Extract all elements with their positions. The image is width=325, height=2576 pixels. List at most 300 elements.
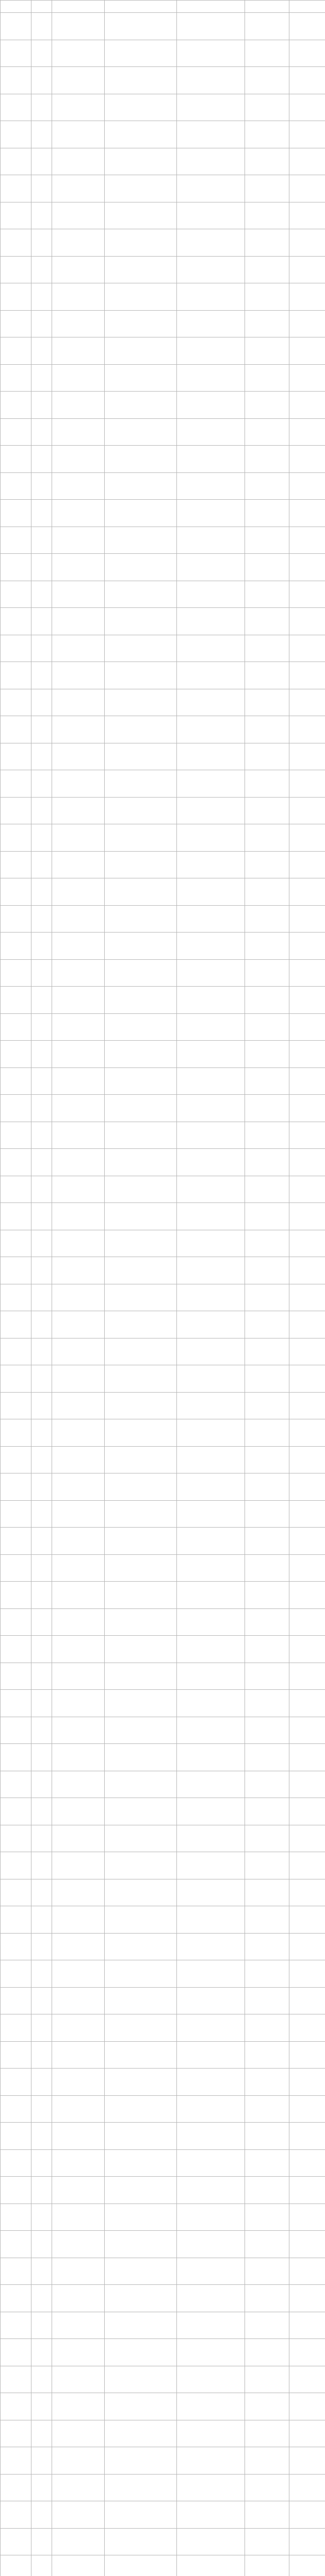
table-cell	[52, 2393, 105, 2420]
table-cell	[52, 2258, 105, 2285]
table-cell	[52, 1690, 105, 1717]
table-cell	[245, 40, 289, 67]
table-row	[1, 1717, 325, 1744]
table-cell	[245, 1987, 289, 2014]
table-cell	[105, 1582, 177, 1609]
table-cell	[245, 554, 289, 581]
table-cell	[245, 851, 289, 878]
table-cell	[105, 1771, 177, 1798]
table-cell	[31, 2069, 52, 2096]
table-cell	[177, 743, 245, 770]
table-cell	[31, 472, 52, 500]
table-cell	[105, 797, 177, 824]
table-cell	[52, 2069, 105, 2096]
table-row	[1, 1338, 325, 1365]
table-cell	[105, 2285, 177, 2312]
table-cell	[289, 1338, 325, 1365]
table-cell	[177, 40, 245, 67]
table-cell	[1, 824, 31, 852]
table-cell	[177, 392, 245, 419]
table-cell	[52, 1960, 105, 1988]
table-cell	[1, 1013, 31, 1041]
table-cell	[1, 1122, 31, 1149]
table-cell	[289, 851, 325, 878]
table-cell	[105, 1095, 177, 1122]
table-cell	[1, 2393, 31, 2420]
table-cell	[289, 148, 325, 175]
table-cell	[1, 392, 31, 419]
table-row	[1, 1013, 325, 1041]
table-cell	[105, 2528, 177, 2555]
table-cell	[105, 229, 177, 257]
table-cell	[31, 2528, 52, 2555]
table-cell	[105, 2474, 177, 2501]
table-cell	[52, 364, 105, 392]
table-cell	[1, 1365, 31, 1393]
table-cell	[1, 2123, 31, 2150]
table-cell	[31, 662, 52, 689]
table-cell	[1, 2447, 31, 2475]
table-cell	[1, 1582, 31, 1609]
table-cell	[31, 1987, 52, 2014]
table-cell	[1, 2069, 31, 2096]
table-cell	[105, 337, 177, 365]
table-cell	[1, 2528, 31, 2555]
table-cell	[289, 2312, 325, 2339]
table-row	[1, 2177, 325, 2204]
table-cell	[289, 1392, 325, 1419]
table-cell	[289, 2149, 325, 2177]
table-cell	[1, 1663, 31, 1690]
table-cell	[1, 797, 31, 824]
table-cell	[52, 256, 105, 283]
table-cell	[1, 1528, 31, 1555]
table-cell	[31, 1176, 52, 1203]
table-cell	[245, 1554, 289, 1582]
table-cell	[289, 1852, 325, 1879]
table-cell	[31, 2474, 52, 2501]
table-cell	[1, 1176, 31, 1203]
table-row	[1, 500, 325, 527]
table-cell	[105, 40, 177, 67]
table-cell	[31, 770, 52, 798]
table-cell	[52, 1041, 105, 1068]
table-cell	[31, 2149, 52, 2177]
table-cell	[105, 121, 177, 148]
table-cell	[177, 1203, 245, 1230]
table-row	[1, 283, 325, 311]
table-cell	[177, 2420, 245, 2447]
table-cell	[177, 1744, 245, 1771]
table-cell	[1, 2474, 31, 2501]
table-row	[1, 1473, 325, 1501]
table-cell	[31, 1933, 52, 1960]
table-cell	[1, 1149, 31, 1176]
table-cell	[245, 1176, 289, 1203]
table-cell	[177, 1906, 245, 1934]
table-cell	[31, 1122, 52, 1149]
table-cell	[52, 689, 105, 716]
table-cell	[52, 1284, 105, 1311]
table-cell	[245, 1095, 289, 1122]
table-cell	[289, 1500, 325, 1528]
table-cell	[52, 1663, 105, 1690]
table-cell	[52, 824, 105, 852]
table-cell	[245, 2041, 289, 2069]
table-cell	[31, 933, 52, 960]
table-cell	[105, 1230, 177, 1257]
table-cell	[1, 2339, 31, 2366]
table-cell	[105, 527, 177, 554]
table-cell	[52, 1311, 105, 1338]
table-cell	[289, 1095, 325, 1122]
table-cell	[289, 2501, 325, 2529]
table-cell	[52, 1149, 105, 1176]
table-cell	[177, 202, 245, 229]
table-cell	[177, 1608, 245, 1636]
table-cell	[289, 1122, 325, 1149]
table-cell	[177, 905, 245, 933]
table-cell	[1, 581, 31, 608]
table-cell	[52, 635, 105, 662]
table-cell	[289, 1013, 325, 1041]
table-cell	[52, 1825, 105, 1852]
table-cell	[245, 933, 289, 960]
table-cell	[289, 1419, 325, 1447]
table-cell	[1, 500, 31, 527]
table-cell	[52, 878, 105, 906]
column-header	[1, 1, 31, 13]
table-row	[1, 1663, 325, 1690]
table-cell	[52, 2501, 105, 2529]
table-row	[1, 2204, 325, 2231]
table-cell	[31, 337, 52, 365]
table-cell	[1, 94, 31, 121]
table-cell	[52, 2474, 105, 2501]
table-cell	[105, 418, 177, 446]
table-cell	[52, 67, 105, 94]
table-cell	[52, 40, 105, 67]
table-cell	[177, 2014, 245, 2042]
table-cell	[105, 554, 177, 581]
table-cell	[289, 1798, 325, 1825]
table-row	[1, 905, 325, 933]
table-cell	[1, 446, 31, 473]
table-cell	[289, 1041, 325, 1068]
table-row	[1, 1582, 325, 1609]
table-cell	[31, 310, 52, 337]
table-cell	[52, 1608, 105, 1636]
table-cell	[177, 824, 245, 852]
table-cell	[105, 1879, 177, 1906]
table-cell	[177, 1311, 245, 1338]
table-cell	[1, 1933, 31, 1960]
table-cell	[289, 1960, 325, 1988]
table-row	[1, 2393, 325, 2420]
table-cell	[105, 2393, 177, 2420]
table-row	[1, 202, 325, 229]
table-cell	[245, 13, 289, 40]
table-cell	[31, 1013, 52, 1041]
table-row	[1, 2285, 325, 2312]
table-cell	[52, 581, 105, 608]
table-cell	[105, 1257, 177, 1284]
table-cell	[289, 987, 325, 1014]
table-cell	[177, 1284, 245, 1311]
table-cell	[105, 446, 177, 473]
table-cell	[52, 1771, 105, 1798]
table-cell	[31, 1392, 52, 1419]
table-cell	[289, 310, 325, 337]
table-cell	[105, 959, 177, 987]
table-cell	[52, 1230, 105, 1257]
table-cell	[105, 1690, 177, 1717]
table-cell	[245, 2528, 289, 2555]
table-cell	[105, 2177, 177, 2204]
table-cell	[52, 2149, 105, 2177]
table-cell	[31, 121, 52, 148]
table-cell	[105, 662, 177, 689]
table-cell	[1, 2258, 31, 2285]
table-cell	[289, 283, 325, 311]
table-cell	[289, 67, 325, 94]
table-cell	[1, 1500, 31, 1528]
table-cell	[105, 770, 177, 798]
table-row	[1, 959, 325, 987]
table-row	[1, 337, 325, 365]
table-cell	[289, 2528, 325, 2555]
table-cell	[52, 2204, 105, 2231]
table-cell	[245, 1798, 289, 1825]
table-row	[1, 1528, 325, 1555]
table-cell	[177, 256, 245, 283]
table-row	[1, 2339, 325, 2366]
table-cell	[105, 2069, 177, 2096]
table-cell	[245, 2285, 289, 2312]
table-cell	[31, 689, 52, 716]
table-cell	[245, 1257, 289, 1284]
table-cell	[245, 1690, 289, 1717]
table-cell	[105, 1365, 177, 1393]
table-cell	[52, 905, 105, 933]
table-cell	[105, 2014, 177, 2042]
table-cell	[289, 797, 325, 824]
table-cell	[289, 1528, 325, 1555]
table-row	[1, 229, 325, 257]
table-cell	[177, 1041, 245, 1068]
table-cell	[177, 1230, 245, 1257]
table-cell	[177, 716, 245, 743]
table-cell	[1, 2231, 31, 2258]
table-cell	[31, 2420, 52, 2447]
table-cell	[177, 1690, 245, 1717]
table-cell	[1, 608, 31, 635]
table-cell	[31, 67, 52, 94]
table-cell	[245, 2501, 289, 2529]
table-cell	[52, 851, 105, 878]
table-cell	[245, 1636, 289, 1663]
table-cell	[105, 175, 177, 202]
table-cell	[1, 716, 31, 743]
table-cell	[31, 2014, 52, 2042]
table-cell	[105, 1663, 177, 1690]
table-cell	[52, 2339, 105, 2366]
table-cell	[245, 392, 289, 419]
table-cell	[105, 1311, 177, 1338]
table-cell	[177, 175, 245, 202]
table-cell	[245, 1960, 289, 1988]
table-cell	[177, 1500, 245, 1528]
table-cell	[1, 2285, 31, 2312]
table-row	[1, 878, 325, 906]
table-cell	[52, 987, 105, 1014]
table-cell	[105, 1717, 177, 1744]
table-cell	[177, 1446, 245, 1473]
table-cell	[289, 500, 325, 527]
table-cell	[245, 2258, 289, 2285]
table-row	[1, 1608, 325, 1636]
table-cell	[52, 770, 105, 798]
table-cell	[31, 1500, 52, 1528]
table-cell	[105, 1338, 177, 1365]
table-cell	[1, 2555, 31, 2576]
table-row	[1, 933, 325, 960]
table-cell	[245, 2231, 289, 2258]
table-cell	[289, 175, 325, 202]
table-cell	[245, 256, 289, 283]
table-row	[1, 40, 325, 67]
table-cell	[245, 2555, 289, 2576]
table-cell	[245, 2447, 289, 2475]
table-cell	[289, 905, 325, 933]
table-cell	[177, 959, 245, 987]
table-cell	[289, 13, 325, 40]
table-row	[1, 770, 325, 798]
table-cell	[245, 202, 289, 229]
table-cell	[52, 1176, 105, 1203]
table-row	[1, 256, 325, 283]
table-cell	[289, 662, 325, 689]
table-cell	[1, 2014, 31, 2042]
table-cell	[52, 1879, 105, 1906]
table-row	[1, 1311, 325, 1338]
table-cell	[105, 1608, 177, 1636]
table-cell	[1, 121, 31, 148]
table-cell	[1, 1906, 31, 1934]
table-cell	[1, 1446, 31, 1473]
table-row	[1, 2069, 325, 2096]
table-cell	[105, 392, 177, 419]
table-cell	[177, 608, 245, 635]
table-cell	[31, 2447, 52, 2475]
table-cell	[245, 2123, 289, 2150]
table-cell	[31, 1365, 52, 1393]
table-row	[1, 67, 325, 94]
table-cell	[31, 608, 52, 635]
table-cell	[289, 2231, 325, 2258]
table-cell	[289, 689, 325, 716]
table-cell	[289, 1284, 325, 1311]
table-cell	[52, 13, 105, 40]
table-cell	[177, 1987, 245, 2014]
table-cell	[52, 1392, 105, 1419]
table-cell	[31, 1311, 52, 1338]
table-row	[1, 2528, 325, 2555]
table-row	[1, 1230, 325, 1257]
table-cell	[31, 1744, 52, 1771]
table-cell	[1, 40, 31, 67]
table-row	[1, 743, 325, 770]
table-cell	[289, 770, 325, 798]
table-cell	[177, 2393, 245, 2420]
table-row	[1, 2366, 325, 2393]
table-cell	[1, 256, 31, 283]
table-cell	[289, 2204, 325, 2231]
table-cell	[105, 933, 177, 960]
table-cell	[1, 1041, 31, 1068]
table-cell	[289, 1446, 325, 1473]
table-cell	[31, 716, 52, 743]
table-row	[1, 2420, 325, 2447]
table-cell	[245, 1906, 289, 1934]
table-cell	[245, 905, 289, 933]
table-cell	[177, 1879, 245, 1906]
table-cell	[31, 1419, 52, 1447]
table-cell	[289, 554, 325, 581]
table-cell	[177, 446, 245, 473]
table-cell	[52, 1419, 105, 1447]
table-row	[1, 608, 325, 635]
table-cell	[177, 1663, 245, 1690]
table-cell	[52, 608, 105, 635]
table-cell	[177, 1717, 245, 1744]
table-cell	[245, 2393, 289, 2420]
table-cell	[31, 824, 52, 852]
table-cell	[105, 635, 177, 662]
table-row	[1, 1771, 325, 1798]
table-cell	[31, 1608, 52, 1636]
table-cell	[289, 337, 325, 365]
table-cell	[52, 1582, 105, 1609]
table-cell	[177, 1852, 245, 1879]
table-cell	[177, 148, 245, 175]
table-cell	[245, 121, 289, 148]
table-cell	[245, 689, 289, 716]
table-cell	[52, 2312, 105, 2339]
table-cell	[289, 581, 325, 608]
table-cell	[31, 1690, 52, 1717]
table-cell	[245, 1067, 289, 1095]
table-row	[1, 94, 325, 121]
table-cell	[1, 635, 31, 662]
table-cell	[245, 1311, 289, 1338]
table-row	[1, 2447, 325, 2475]
table-row	[1, 1960, 325, 1988]
table-cell	[31, 2204, 52, 2231]
table-cell	[105, 67, 177, 94]
table-cell	[1, 1825, 31, 1852]
table-cell	[289, 2041, 325, 2069]
table-cell	[105, 1933, 177, 1960]
table-cell	[177, 2258, 245, 2285]
table-cell	[289, 2339, 325, 2366]
table-cell	[52, 1636, 105, 1663]
table-cell	[289, 1608, 325, 1636]
table-cell	[31, 2177, 52, 2204]
table-cell	[105, 1906, 177, 1934]
table-row	[1, 1744, 325, 1771]
table-cell	[289, 2285, 325, 2312]
